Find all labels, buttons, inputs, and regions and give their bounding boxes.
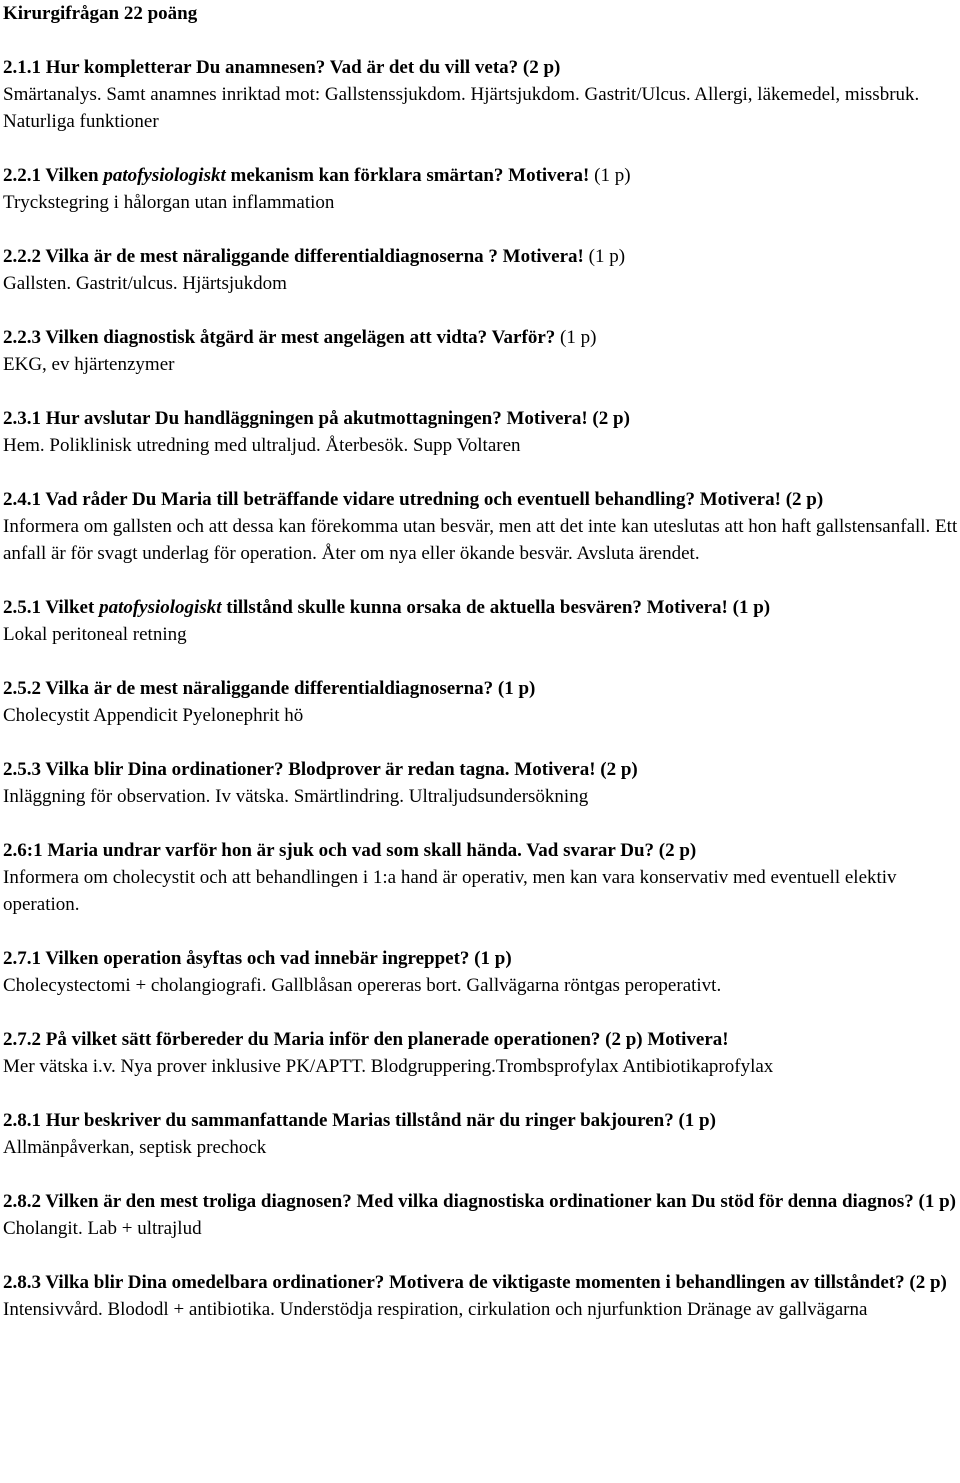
question-block xyxy=(3,1026,958,1080)
question-text xyxy=(3,837,958,864)
question-text-part: 2.2.2 Vilka är de mest näraliggande differentialdiagnoserna ? Motivera! xyxy=(3,246,584,267)
question-block xyxy=(3,594,958,648)
question-text xyxy=(3,162,958,189)
question-text xyxy=(3,1026,958,1053)
question-block xyxy=(3,162,958,216)
question-text-part: 2.7.1 Vilken operation åsyftas och vad innebär ingreppet? (1 p) xyxy=(3,948,512,969)
question-text-part: 2.6:1 Maria undrar varför hon är sjuk och vad som skall hända. Vad svarar Du? (2 p) xyxy=(3,840,697,861)
question-block xyxy=(3,1107,958,1161)
answer-text: Cholangit. Lab + ultrajlud xyxy=(3,1218,202,1239)
spacer xyxy=(3,27,958,54)
answer-text: EKG, ev hjärtenzymer xyxy=(3,354,175,375)
question-text xyxy=(3,1188,958,1215)
question-text-part: 2.3.1 Hur avslutar Du handläggningen på akutmottagningen? Motivera! (2 p) xyxy=(3,408,630,429)
question-list xyxy=(3,54,958,1323)
spacer xyxy=(3,567,958,594)
answer-text: Allmänpåverkan, septisk prechock xyxy=(3,1137,267,1158)
answer-text: Informera om cholecystit och att behandlingen i 1:a hand är operativ, men kan vara konservativ med eventuell elektiv operation. xyxy=(3,867,897,915)
question-text xyxy=(3,1269,958,1296)
spacer xyxy=(3,135,958,162)
question-text xyxy=(3,1107,958,1134)
question-text-part: 2.5.3 Vilka blir Dina ordinationer? Blodprover är redan tagna. Motivera! (2 p) xyxy=(3,759,638,780)
question-block xyxy=(3,54,958,135)
question-block xyxy=(3,837,958,918)
question-text xyxy=(3,945,958,972)
answer-text: Cholecystit Appendicit Pyelonephrit hö xyxy=(3,705,304,726)
question-text-part: 2.8.2 Vilken är den mest troliga diagnosen? Med vilka diagnostiska ordinationer kan Du stöd för denna diagnos? (1 p) xyxy=(3,1191,956,1212)
spacer xyxy=(3,918,958,945)
spacer xyxy=(3,216,958,243)
answer-text: Hem. Poliklinisk utredning med ultraljud. Återbesök. Supp Voltaren xyxy=(3,435,521,456)
spacer xyxy=(3,378,958,405)
document-title: Kirurgifrågan 22 poäng xyxy=(3,3,198,24)
spacer xyxy=(3,459,958,486)
spacer xyxy=(3,810,958,837)
question-text-part: 2.2.1 Vilken xyxy=(3,165,104,186)
spacer xyxy=(3,1161,958,1188)
spacer xyxy=(3,1242,958,1269)
question-text xyxy=(3,756,958,783)
spacer xyxy=(3,297,958,324)
answer-text: Intensivvård. Blododl + antibiotika. Understödja respiration, cirkulation och njurfunktion Dränage av gallvägarna xyxy=(3,1299,868,1320)
question-block xyxy=(3,1188,958,1242)
question-text-part: tillstånd skulle kunna orsaka de aktuella besvären? Motivera! (1 p) xyxy=(221,597,771,618)
question-text xyxy=(3,405,958,432)
question-text xyxy=(3,243,958,270)
question-block xyxy=(3,486,958,567)
answer-text: Tryckstegring i hålorgan utan inflammation xyxy=(3,192,335,213)
question-block xyxy=(3,945,958,999)
spacer xyxy=(3,1080,958,1107)
answer-text: Cholecystectomi + cholangiografi. Gallblåsan opereras bort. Gallvägarna röntgas peroperativt. xyxy=(3,975,722,996)
question-block xyxy=(3,405,958,459)
question-text-part: 2.5.1 Vilket xyxy=(3,597,100,618)
question-text-part: (1 p) xyxy=(583,246,626,267)
question-text-part: 2.8.1 Hur beskriver du sammanfattande Marias tillstånd när du ringer bakjouren? (1 p) xyxy=(3,1110,716,1131)
question-text-part: (1 p) xyxy=(555,327,597,348)
question-block xyxy=(3,675,958,729)
answer-text: Lokal peritoneal retning xyxy=(3,624,187,645)
question-text-part: patofysiologiskt xyxy=(103,165,226,186)
question-text xyxy=(3,594,958,621)
question-text-part: 2.1.1 Hur kompletterar Du anamnesen? Vad är det du vill veta? (2 p) xyxy=(3,57,561,78)
answer-text: Informera om gallsten och att dessa kan förekomma utan besvär, men att det inte kan uteslutas att hon haft gallstensanfall. Ett anfall är för svagt underlag för operation. Åter om nya eller ökande besvär. Avsluta ärendet. xyxy=(3,516,958,564)
question-text-part: 2.5.2 Vilka är de mest näraliggande differentialdiagnoserna? (1 p) xyxy=(3,678,536,699)
question-text xyxy=(3,324,958,351)
question-block xyxy=(3,756,958,810)
question-text-part: 2.8.3 Vilka blir Dina omedelbara ordinationer? Motivera de viktigaste momenten i behandlingen av tillståndet? (2 p) xyxy=(3,1272,947,1293)
answer-text: Mer vätska i.v. Nya prover inklusive PK/APTT. Blodgruppering.Trombsprofylax Antibiotikaprofylax xyxy=(3,1056,774,1077)
answer-text: Gallsten. Gastrit/ulcus. Hjärtsjukdom xyxy=(3,273,287,294)
question-text xyxy=(3,54,958,81)
question-block xyxy=(3,324,958,378)
question-block xyxy=(3,1269,958,1323)
answer-text: Smärtanalys. Samt anamnes inriktad mot: Gallstenssjukdom. Hjärtsjukdom. Gastrit/Ulcus. Allergi, läkemedel, missbruk. Naturliga funktioner xyxy=(3,84,920,132)
question-text-part: 2.7.2 På vilket sätt förbereder du Maria inför den planerade operationen? (2 p) Motivera! xyxy=(3,1029,729,1050)
question-text-part: patofysiologiskt xyxy=(99,597,222,618)
question-text-part: (1 p) xyxy=(589,165,631,186)
spacer xyxy=(3,648,958,675)
question-text-part: 2.4.1 Vad råder Du Maria till beträffande vidare utredning och eventuell behandling? Motivera! (2 p) xyxy=(3,489,824,510)
spacer xyxy=(3,729,958,756)
question-text xyxy=(3,486,958,513)
question-text xyxy=(3,675,958,702)
question-block xyxy=(3,243,958,297)
question-text-part: mekanism kan förklara smärtan? Motivera! xyxy=(225,165,590,186)
spacer xyxy=(3,999,958,1026)
answer-text: Inläggning för observation. Iv vätska. Smärtlindring. Ultraljudsundersökning xyxy=(3,786,589,807)
question-text-part: 2.2.3 Vilken diagnostisk åtgärd är mest angelägen att vidta? Varför? xyxy=(3,327,556,348)
